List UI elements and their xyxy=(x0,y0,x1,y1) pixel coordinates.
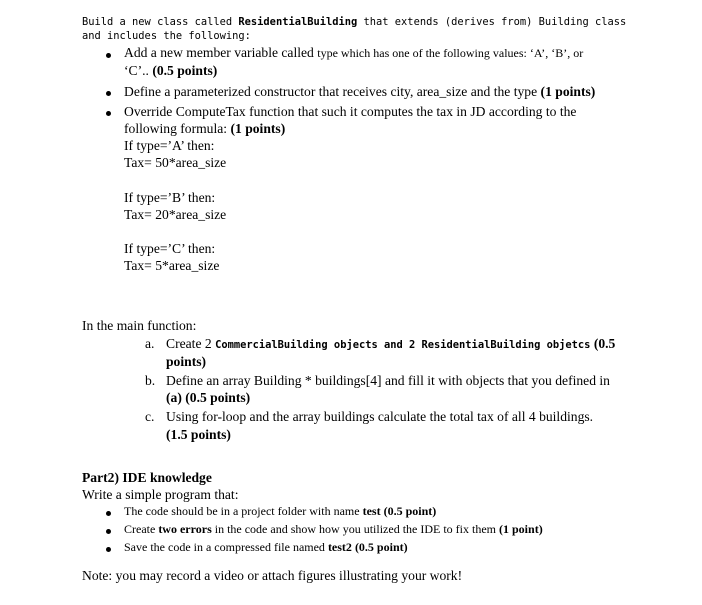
part2-heading: Part2) IDE knowledge xyxy=(82,470,212,485)
formula-tax-a: Tax= 50*area_size xyxy=(124,155,227,170)
formula-if-a: If type=’A’ then: xyxy=(124,138,215,153)
bullet-2: Define a parameterized constructor that receives city, area_size and the type (1 points) xyxy=(124,84,596,99)
bullet-1-line-1: Add a new member variable called type which has one of the following values: ‘A’, ‘B’, or xyxy=(124,45,584,60)
bullet-1-line-2: ‘C’.. (0.5 points) xyxy=(124,63,218,78)
bullet-dot xyxy=(106,547,111,552)
item-a-marker: a. xyxy=(145,336,155,351)
bullet-3-line-1: Override ComputeTax function that such it computes the tax in JD according to the xyxy=(124,104,577,119)
item-a-line-1: Create 2 CommercialBuilding objects and 2 ResidentialBuilding objetcs (0.5 xyxy=(166,336,616,351)
intro-text: Build a new class called xyxy=(82,16,239,28)
class-name: ResidentialBuilding xyxy=(238,16,358,28)
bullet-3-line-2: following formula: (1 points) xyxy=(124,121,286,136)
item-c-line-2: (1.5 points) xyxy=(166,427,231,442)
item-b-line-1: Define an array Building * buildings[4] and fill it with objects that you defined in xyxy=(166,373,610,388)
item-c-marker: c. xyxy=(145,409,155,424)
item-a-line-2: points) xyxy=(166,354,207,369)
formula-tax-c: Tax= 5*area_size xyxy=(124,258,220,273)
item-b-line-2: (a) (0.5 points) xyxy=(166,390,251,405)
main-heading: In the main function: xyxy=(82,318,197,333)
part2-item-1: The code should be in a project folder with name test (0.5 point) xyxy=(124,504,437,518)
item-b-marker: b. xyxy=(145,373,156,388)
note: Note: you may record a video or attach figures illustrating your work! xyxy=(82,568,463,583)
formula-tax-b: Tax= 20*area_size xyxy=(124,207,227,222)
formula-if-b: If type=’B’ then: xyxy=(124,190,216,205)
intro-text: that extends (derives from) Building class xyxy=(357,16,627,28)
formula-if-c: If type=’C’ then: xyxy=(124,241,216,256)
part2-item-2: Create two errors in the code and show how you utilized the IDE to fix them (1 point) xyxy=(124,522,543,536)
bullet-dot xyxy=(106,511,111,516)
intro-line-1 xyxy=(82,16,626,28)
intro-line-2: and includes the following: xyxy=(82,30,251,42)
part2-item-3: Save the code in a compressed file named test2 (0.5 point) xyxy=(124,540,408,554)
bullet-dot xyxy=(106,91,111,96)
part2-subheading: Write a simple program that: xyxy=(82,487,239,502)
bullet-dot xyxy=(106,529,111,534)
bullet-dot xyxy=(106,53,111,58)
item-c-line-1: Using for-loop and the array buildings calculate the total tax of all 4 buildings. xyxy=(166,409,594,424)
bullet-dot xyxy=(106,111,111,116)
